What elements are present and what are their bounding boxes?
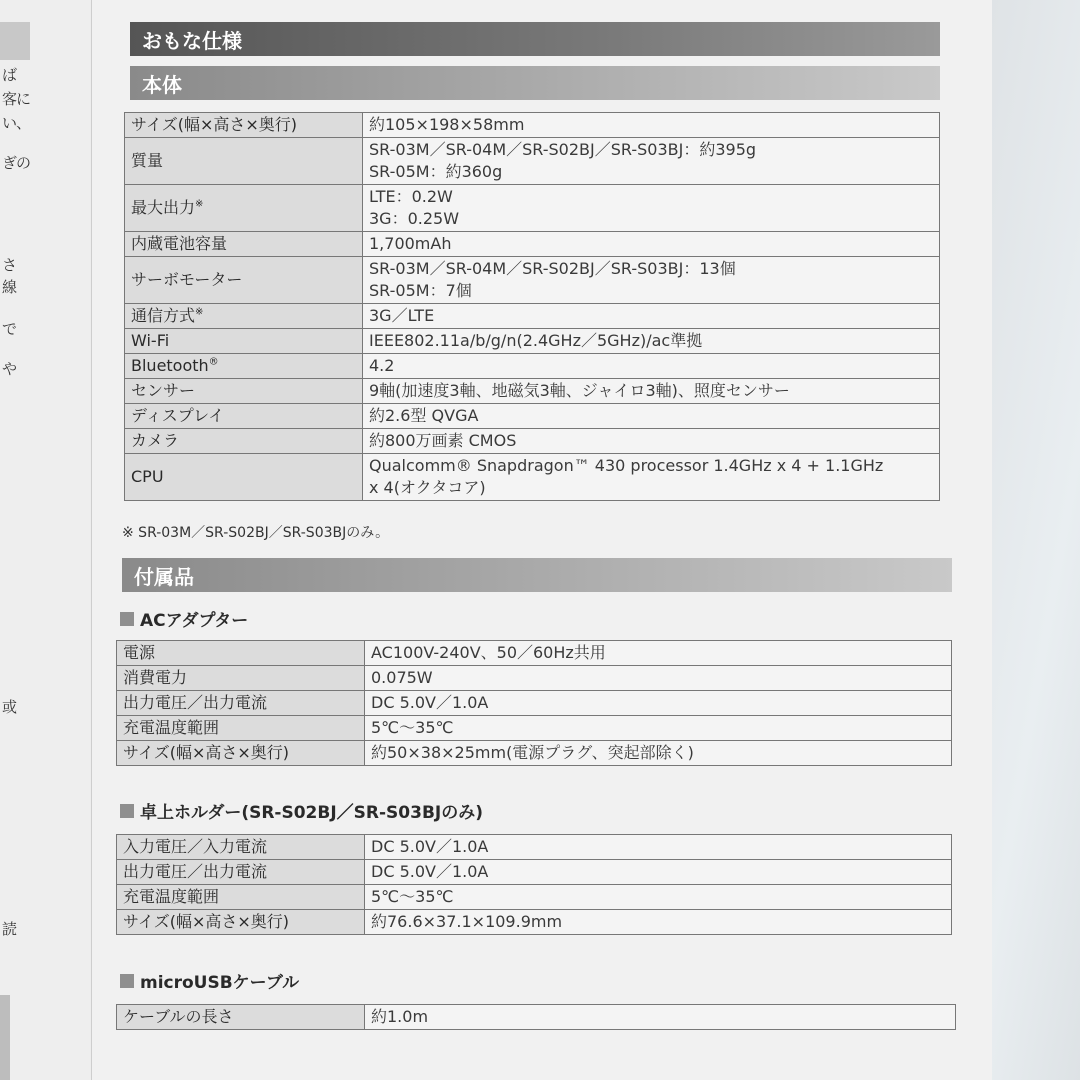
spec-value-line: 3G：0.25W xyxy=(369,209,460,228)
spec-key-label: サーボモーター xyxy=(131,270,243,289)
spec-key-label: Bluetooth xyxy=(131,356,209,375)
square-bullet-icon xyxy=(120,612,134,626)
left-page-bottom-tab xyxy=(0,995,10,1080)
left-page-fragment: 読 xyxy=(2,920,17,938)
left-page-fragment: ば xyxy=(2,66,17,84)
spec-row xyxy=(125,354,940,379)
holder-title: 卓上ホルダー(SR-S02BJ／SR-S03BJのみ) xyxy=(140,803,484,823)
spec-row xyxy=(125,379,940,404)
left-page-fragment: 或 xyxy=(2,698,17,716)
accessories-section-bar xyxy=(122,558,952,592)
spec-key-label: 質量 xyxy=(131,151,164,170)
spec-value: 0.075W xyxy=(365,666,952,691)
spec-value xyxy=(363,404,940,429)
spec-row xyxy=(125,454,940,501)
spec-value-line: SR-03M／SR-04M／SR-S02BJ／SR-S03BJ：13個 xyxy=(369,259,736,278)
spec-value: DC 5.0V／1.0A xyxy=(365,835,952,860)
spec-row xyxy=(117,641,952,666)
spec-value-line: 約800万画素 CMOS xyxy=(369,431,517,450)
spec-key-label: サイズ(幅×高さ×奥行) xyxy=(131,115,298,134)
spec-key-label: センサー xyxy=(131,381,196,400)
spec-row xyxy=(125,429,940,454)
spec-row xyxy=(125,404,940,429)
left-page-fragment: ぎの xyxy=(2,154,31,172)
spec-key xyxy=(125,232,363,257)
spec-row xyxy=(125,329,940,354)
accessories-section-title: 付属品 xyxy=(134,564,194,589)
spec-key: ケーブルの長さ xyxy=(117,1005,365,1030)
footnote: ※ SR-03M／SR-S02BJ／SR-S03BJのみ。 xyxy=(122,525,390,541)
spec-row xyxy=(125,113,940,138)
spec-key-mark: ® xyxy=(208,356,219,368)
spec-key: 消費電力 xyxy=(117,666,365,691)
spec-row xyxy=(117,1005,956,1030)
spec-value: DC 5.0V／1.0A xyxy=(365,691,952,716)
usb-cable-table xyxy=(116,1004,956,1030)
spec-key xyxy=(125,304,363,329)
ac-adapter-heading xyxy=(120,606,248,631)
spec-row xyxy=(125,232,940,257)
spec-value-line: IEEE802.11a/b/g/n(2.4GHz／5GHz)/ac準拠 xyxy=(369,331,703,350)
square-bullet-icon xyxy=(120,804,134,818)
spec-key xyxy=(125,138,363,185)
spec-value: 約1.0m xyxy=(365,1005,956,1030)
spec-value-line: x 4(オクタコア) xyxy=(369,478,486,497)
spec-key: 充電温度範囲 xyxy=(117,716,365,741)
ac-adapter-title: ACアダプター xyxy=(140,611,249,631)
spec-key-label: カメラ xyxy=(131,431,180,450)
spec-row xyxy=(117,885,952,910)
spec-row xyxy=(117,716,952,741)
spec-key xyxy=(125,354,363,379)
left-page-fragment: 客に xyxy=(2,90,31,108)
spec-value xyxy=(363,329,940,354)
ac-adapter-table xyxy=(116,640,952,766)
spec-key: サイズ(幅×高さ×奥行) xyxy=(117,910,365,935)
spec-value xyxy=(363,232,940,257)
spec-value-line: 9軸(加速度3軸、地磁気3軸、ジャイロ3軸)、照度センサー xyxy=(369,381,790,400)
body-spec-table xyxy=(124,112,940,501)
specs-header-bar xyxy=(130,22,940,56)
adjacent-left-page xyxy=(0,0,92,1080)
spec-key-mark: ※ xyxy=(195,198,204,210)
left-page-fragment: さ xyxy=(2,256,17,274)
spec-key xyxy=(125,257,363,304)
spec-key: サイズ(幅×高さ×奥行) xyxy=(117,741,365,766)
spec-value-line: 3G／LTE xyxy=(369,306,435,325)
body-section-bar xyxy=(130,66,940,100)
spec-value: DC 5.0V／1.0A xyxy=(365,860,952,885)
spec-row xyxy=(125,257,940,304)
spec-value-line: SR-03M／SR-04M／SR-S02BJ／SR-S03BJ：約395g xyxy=(369,140,757,159)
spec-value xyxy=(363,257,940,304)
spec-row xyxy=(117,860,952,885)
spec-row xyxy=(125,185,940,232)
holder-heading xyxy=(120,798,483,823)
spec-row xyxy=(117,835,952,860)
spec-key xyxy=(125,113,363,138)
spec-key: 出力電圧／出力電流 xyxy=(117,691,365,716)
spec-value xyxy=(363,429,940,454)
spec-key-label: ディスプレイ xyxy=(131,406,225,425)
spec-value xyxy=(363,454,940,501)
usb-cable-heading xyxy=(120,968,299,993)
spec-row xyxy=(125,304,940,329)
spec-key-mark: ※ xyxy=(195,306,204,318)
spec-row xyxy=(125,138,940,185)
spec-value: 約76.6×37.1×109.9mm xyxy=(365,910,952,935)
spec-row xyxy=(117,666,952,691)
spec-value xyxy=(363,185,940,232)
spec-key-label: Wi-Fi xyxy=(131,331,170,350)
spec-key xyxy=(125,185,363,232)
left-page-fragment: 線 xyxy=(2,278,17,296)
spec-value: 5℃～35℃ xyxy=(365,885,952,910)
spec-key: 出力電圧／出力電流 xyxy=(117,860,365,885)
spec-value: 5℃～35℃ xyxy=(365,716,952,741)
left-page-fragment: で xyxy=(2,320,17,338)
spec-key-label: 最大出力 xyxy=(131,198,196,217)
body-section-title: 本体 xyxy=(142,72,182,97)
left-page-fragment: や xyxy=(2,360,17,378)
spec-key: 入力電圧／入力電流 xyxy=(117,835,365,860)
page-title: おもな仕様 xyxy=(142,28,242,53)
spec-row xyxy=(117,910,952,935)
spec-value-line: LTE：0.2W xyxy=(369,187,453,206)
spec-key-label: 通信方式 xyxy=(131,306,196,325)
spec-value-line: 4.2 xyxy=(369,356,395,375)
spec-value-line: Qualcomm® Snapdragon™ 430 processor 1.4GHz x 4 + 1.1GHz xyxy=(369,456,884,475)
usb-cable-title: microUSBケーブル xyxy=(140,973,300,993)
spec-key xyxy=(125,404,363,429)
spec-value xyxy=(363,354,940,379)
spec-key xyxy=(125,429,363,454)
background-surface xyxy=(992,0,1080,1080)
spec-value-line: SR-05M：7個 xyxy=(369,281,472,300)
spec-value-line: 約105×198×58mm xyxy=(369,115,525,134)
spec-value xyxy=(363,304,940,329)
spec-value xyxy=(363,113,940,138)
spec-value: 約50×38×25mm(電源プラグ、突起部除く) xyxy=(365,741,952,766)
spec-key-label: 内蔵電池容量 xyxy=(131,234,228,253)
spec-row xyxy=(117,691,952,716)
spec-value xyxy=(363,138,940,185)
spec-key-label: CPU xyxy=(131,467,164,486)
spec-key xyxy=(125,379,363,404)
spec-value-line: 1,700mAh xyxy=(369,234,452,253)
holder-table xyxy=(116,834,952,935)
square-bullet-icon xyxy=(120,974,134,988)
spec-row xyxy=(117,741,952,766)
spec-key: 電源 xyxy=(117,641,365,666)
spec-key: 充電温度範囲 xyxy=(117,885,365,910)
spec-value-line: 約2.6型 QVGA xyxy=(369,406,479,425)
left-page-tab xyxy=(0,22,30,60)
left-page-fragment: い、 xyxy=(2,114,31,132)
spec-value: AC100V-240V、50／60Hz共用 xyxy=(365,641,952,666)
spec-key xyxy=(125,454,363,501)
spec-value xyxy=(363,379,940,404)
spec-value-line: SR-05M：約360g xyxy=(369,162,503,181)
spec-key xyxy=(125,329,363,354)
